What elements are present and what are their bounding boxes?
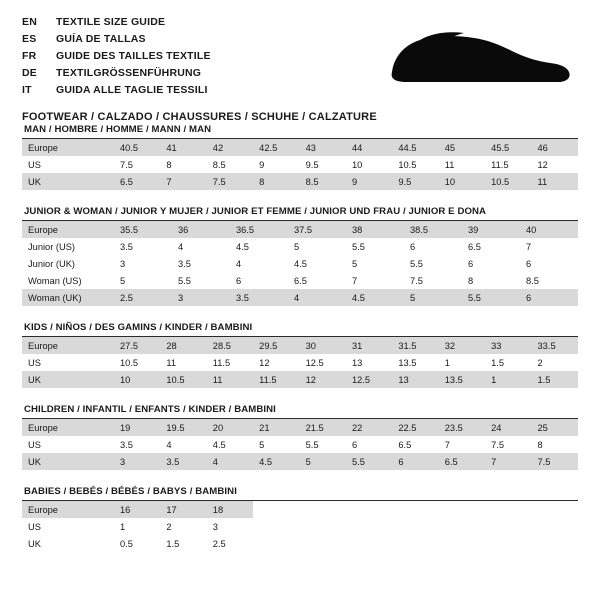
cell: 21 <box>253 419 299 436</box>
cell: 6 <box>526 258 532 269</box>
cell-empty <box>346 501 392 518</box>
cell: 18 <box>207 501 253 518</box>
row-label: UK <box>22 453 114 470</box>
cell: 13 <box>392 371 438 388</box>
cell: 3 <box>120 258 126 269</box>
cell: 9 <box>346 173 392 190</box>
row-label: Europe <box>22 337 114 354</box>
language-title: GUÍA DE TALLAS <box>56 33 146 45</box>
cell-empty <box>300 518 346 535</box>
cell: 7 <box>526 241 532 252</box>
cell: 19.5 <box>160 419 206 436</box>
language-code: EN <box>22 16 37 28</box>
cell: 6.5 <box>398 439 412 450</box>
cell: 4.5 <box>212 439 226 450</box>
cell: 25 <box>532 419 578 436</box>
size-table-junior-woman <box>22 221 578 306</box>
cell: 1 <box>485 371 531 388</box>
cell: 5.5 <box>305 439 319 450</box>
cell-empty <box>346 518 392 535</box>
table-row <box>22 436 578 453</box>
document-header <box>22 16 578 123</box>
row-label: Europe <box>22 139 114 156</box>
cell: 4.5 <box>346 289 404 306</box>
cell-empty <box>300 535 346 552</box>
cell: 41 <box>160 139 206 156</box>
table-row <box>22 272 578 289</box>
cell-empty <box>253 535 299 552</box>
cell: 3.5 <box>120 241 133 252</box>
cell: 13.5 <box>398 357 417 368</box>
cell: 17 <box>160 501 206 518</box>
cell: 11 <box>532 173 578 190</box>
cell: 11.5 <box>253 371 299 388</box>
table-row <box>22 501 578 518</box>
cell: 4.5 <box>253 453 299 470</box>
cell: 30 <box>300 337 346 354</box>
cell: 8.5 <box>212 159 226 170</box>
cell: 4 <box>236 258 242 269</box>
section-babies <box>22 486 578 552</box>
cell: 10 <box>439 173 485 190</box>
cell: 10.5 <box>485 173 531 190</box>
cell: 31.5 <box>392 337 438 354</box>
cell: 8 <box>253 173 299 190</box>
cell: 6.5 <box>439 453 485 470</box>
cell: 33 <box>485 337 531 354</box>
cell: 32 <box>439 337 485 354</box>
row-label: US <box>28 521 41 532</box>
cell: 12.5 <box>346 371 392 388</box>
cell: 28.5 <box>207 337 253 354</box>
language-title: GUIDA ALLE TAGLIE TESSILI <box>56 84 208 96</box>
cell: 10 <box>351 159 363 170</box>
cell: 13 <box>351 357 363 368</box>
cell: 6.5 <box>468 241 481 252</box>
row-label: UK <box>22 173 114 190</box>
category-heading: FOOTWEAR / CALZADO / CHAUSSURES / SCHUHE / CALZATURE <box>22 111 377 123</box>
cell: 12.5 <box>305 357 324 368</box>
cell: 3.5 <box>120 439 133 450</box>
language-code: IT <box>22 84 32 96</box>
cell: 3.5 <box>230 289 288 306</box>
cell: 21.5 <box>300 419 346 436</box>
size-table-children <box>22 419 578 470</box>
cell: 4 <box>288 289 346 306</box>
cell: 7 <box>160 173 206 190</box>
cell: 11 <box>207 371 253 388</box>
cell: 5.5 <box>410 258 423 269</box>
table-row <box>22 453 578 470</box>
cell-empty <box>485 501 531 518</box>
cell: 1 <box>444 357 450 368</box>
cell: 33.5 <box>532 337 578 354</box>
cell: 43 <box>300 139 346 156</box>
cell: 23.5 <box>439 419 485 436</box>
cell: 10.5 <box>120 357 139 368</box>
row-label: US <box>28 357 41 368</box>
cell: 24 <box>485 419 531 436</box>
table-row <box>22 289 578 306</box>
cell: 6.5 <box>114 173 160 190</box>
cell: 2 <box>166 521 172 532</box>
cell: 5 <box>259 439 265 450</box>
table-row <box>22 156 578 173</box>
section-children <box>22 404 578 470</box>
table-row <box>22 221 578 238</box>
cell: 5 <box>352 258 358 269</box>
cell: 10 <box>114 371 160 388</box>
cell: 5.5 <box>462 289 520 306</box>
cell: 5 <box>294 241 300 252</box>
row-label: US <box>28 159 41 170</box>
cell: 13.5 <box>439 371 485 388</box>
row-label: Woman (US) <box>28 275 82 286</box>
cell: 12 <box>537 159 548 170</box>
cell: 5.5 <box>178 275 191 286</box>
table-row <box>22 337 578 354</box>
cell: 27.5 <box>114 337 160 354</box>
cell: 7.5 <box>532 453 578 470</box>
row-label: Europe <box>22 419 114 436</box>
cell: 6 <box>351 439 358 450</box>
table-row <box>22 255 578 272</box>
language-code: DE <box>22 67 37 79</box>
section-man <box>22 124 578 190</box>
cell: 19 <box>114 419 160 436</box>
size-table-kids <box>22 337 578 388</box>
cell: 8 <box>537 439 543 450</box>
cell: 38.5 <box>404 221 462 238</box>
row-label: UK <box>22 371 114 388</box>
cell: 12 <box>259 357 270 368</box>
cell: 39 <box>462 221 520 238</box>
cell: 6.5 <box>294 275 307 286</box>
language-title: GUIDE DES TAILLES TEXTILE <box>56 50 211 62</box>
cell: 7 <box>485 453 531 470</box>
cell-empty <box>485 518 531 535</box>
cell: 0.5 <box>120 538 133 549</box>
cell-empty <box>485 535 531 552</box>
cell: 1.5 <box>532 371 578 388</box>
cell: 5.5 <box>352 241 365 252</box>
cell: 4 <box>166 439 172 450</box>
cell: 6 <box>520 289 578 306</box>
cell: 8 <box>166 159 172 170</box>
section-title: MAN / HOMBRE / HOMME / MANN / MAN <box>22 124 578 139</box>
cell: 44.5 <box>392 139 438 156</box>
cell: 45 <box>439 139 485 156</box>
cell: 7 <box>352 275 358 286</box>
cell: 11.5 <box>212 357 231 368</box>
language-title: TEXTILE SIZE GUIDE <box>56 16 166 28</box>
cell: 4 <box>207 453 253 470</box>
cell: 7.5 <box>207 173 253 190</box>
row-label: Woman (UK) <box>22 289 114 306</box>
cell-empty <box>439 535 485 552</box>
cell: 37.5 <box>288 221 346 238</box>
cell: 31 <box>346 337 392 354</box>
cell: 4.5 <box>236 241 249 252</box>
cell: 22 <box>346 419 392 436</box>
cell-empty <box>392 535 438 552</box>
table-row <box>22 419 578 436</box>
dress-shoe-icon <box>384 24 574 96</box>
cell: 5 <box>300 453 346 470</box>
cell: 8 <box>468 275 474 286</box>
table-row <box>22 139 578 156</box>
cell-empty <box>532 518 578 535</box>
cell: 2.5 <box>114 289 172 306</box>
cell: 16 <box>114 501 160 518</box>
cell: 38 <box>346 221 404 238</box>
cell: 9 <box>259 159 265 170</box>
cell: 7 <box>444 439 450 450</box>
cell: 11 <box>166 357 177 368</box>
cell-empty <box>253 501 299 518</box>
cell-empty <box>439 518 485 535</box>
cell: 40.5 <box>114 139 160 156</box>
cell: 3 <box>114 453 160 470</box>
table-row <box>22 518 578 535</box>
row-label: Europe <box>22 501 114 518</box>
cell: 42 <box>207 139 253 156</box>
cell-empty <box>300 501 346 518</box>
cell-empty <box>346 535 392 552</box>
cell: 5 <box>120 275 126 286</box>
cell: 46 <box>532 139 578 156</box>
row-label: Junior (US) <box>28 241 76 252</box>
cell: 36 <box>172 221 230 238</box>
section-title: JUNIOR & WOMAN / JUNIOR Y MUJER / JUNIOR ET FEMME / JUNIOR UND FRAU / JUNIOR E DONA <box>22 206 578 221</box>
cell: 45.5 <box>485 139 531 156</box>
cell: 10.5 <box>160 371 206 388</box>
cell: 5 <box>404 289 462 306</box>
cell: 29.5 <box>253 337 299 354</box>
cell-empty <box>532 535 578 552</box>
cell: 3.5 <box>178 258 191 269</box>
cell: 9.5 <box>305 159 319 170</box>
cell: 6 <box>236 275 242 286</box>
cell: 8.5 <box>526 275 539 286</box>
section-title: CHILDREN / INFANTIL / ENFANTS / KINDER / BAMBINI <box>22 404 578 419</box>
language-title: TEXTILGRÖSSENFÜHRUNG <box>56 67 202 79</box>
cell-empty <box>439 501 485 518</box>
cell-empty <box>392 501 438 518</box>
cell: 8.5 <box>300 173 346 190</box>
cell: 1 <box>120 521 126 532</box>
cell: 20 <box>207 419 253 436</box>
cell: 2 <box>537 357 543 368</box>
size-table-babies <box>22 501 578 552</box>
cell: 4.5 <box>294 258 307 269</box>
cell: 42.5 <box>253 139 299 156</box>
cell: 5.5 <box>346 453 392 470</box>
table-row <box>22 354 578 371</box>
cell: 6 <box>468 258 474 269</box>
table-row <box>22 371 578 388</box>
cell: 2.5 <box>212 538 226 549</box>
row-label: UK <box>28 538 41 549</box>
cell-empty <box>253 518 299 535</box>
cell: 3 <box>212 521 218 532</box>
section-junior-woman <box>22 206 578 306</box>
cell: 6 <box>410 241 416 252</box>
section-title: BABIES / BEBÉS / BÉBÉS / BABYS / BAMBINI <box>22 486 578 501</box>
row-label: Junior (UK) <box>28 258 76 269</box>
cell: 7.5 <box>491 439 505 450</box>
row-label: Europe <box>22 221 114 238</box>
table-row <box>22 173 578 190</box>
cell: 28 <box>160 337 206 354</box>
cell: 7.5 <box>120 159 133 170</box>
cell: 10.5 <box>398 159 417 170</box>
language-code: FR <box>22 50 37 62</box>
cell: 1.5 <box>491 357 505 368</box>
section-kids <box>22 322 578 388</box>
cell-empty <box>392 518 438 535</box>
row-label: US <box>28 439 41 450</box>
cell: 44 <box>346 139 392 156</box>
cell: 6 <box>392 453 438 470</box>
cell-empty <box>532 501 578 518</box>
cell: 35.5 <box>114 221 172 238</box>
cell: 12 <box>300 371 346 388</box>
cell: 11 <box>444 159 455 170</box>
size-table-man <box>22 139 578 190</box>
cell: 4 <box>178 241 184 252</box>
cell: 1.5 <box>166 538 180 549</box>
cell: 36.5 <box>230 221 288 238</box>
section-title: KIDS / NIÑOS / DES GAMINS / KINDER / BAMBINI <box>22 322 578 337</box>
cell: 22.5 <box>392 419 438 436</box>
cell: 3.5 <box>160 453 206 470</box>
cell: 40 <box>520 221 578 238</box>
table-row <box>22 535 578 552</box>
cell: 11.5 <box>491 159 509 170</box>
cell: 3 <box>172 289 230 306</box>
table-row <box>22 238 578 255</box>
language-code: ES <box>22 33 37 45</box>
cell: 7.5 <box>410 275 423 286</box>
cell: 9.5 <box>392 173 438 190</box>
